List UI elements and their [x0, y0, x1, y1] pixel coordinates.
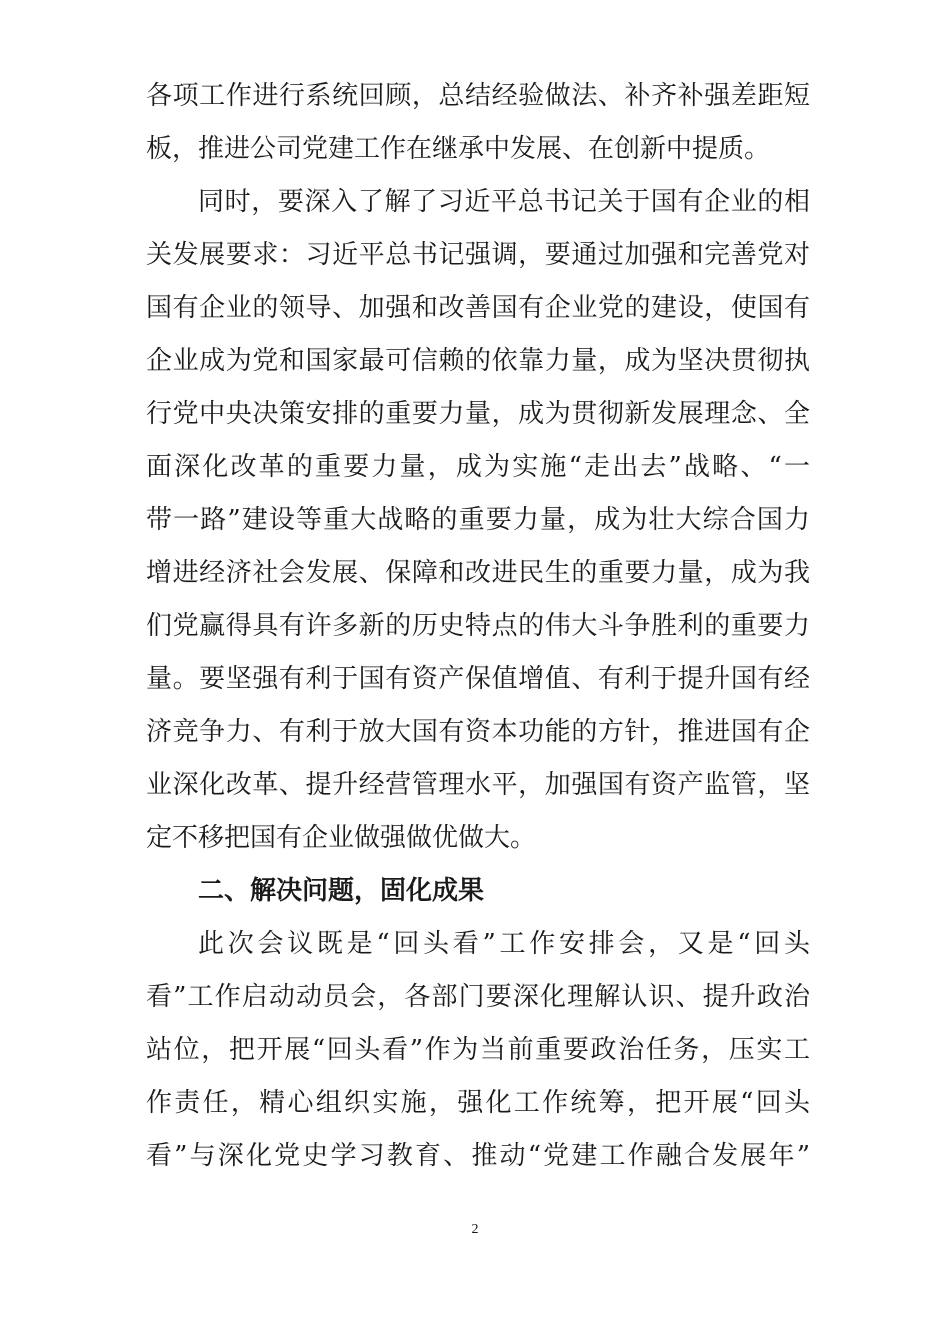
text-line: 增进经济社会发展、保障和改进民生的重要力量，成为我 [146, 558, 810, 588]
paragraph-first-line: 此次会议既是“回头看”工作安排会，又是“回头 [198, 929, 810, 959]
text-line: 作责任，精心组织实施，强化工作统筹，把开展“回头 [146, 1088, 810, 1118]
text-line: 量。要坚强有利于国有资产保值增值、有利于提升国有经 [146, 664, 810, 694]
text-line: 行党中央决策安排的重要力量，成为贯彻新发展理念、全 [146, 399, 810, 429]
text-line: 板，推进公司党建工作在继承中发展、在创新中提质。 [146, 134, 771, 164]
text-line: 国有企业的领导、加强和改善国有企业党的建设，使国有 [146, 293, 810, 323]
text-line: 面深化改革的重要力量，成为实施“走出去”战略、“一 [146, 452, 810, 482]
text-line: 们党赢得具有许多新的历史特点的伟大斗争胜利的重要力 [146, 611, 810, 641]
paragraph-first-line: 同时，要深入了解了习近平总书记关于国有企业的相 [198, 187, 810, 217]
text-line: 带一路”建设等重大战略的重要力量，成为壮大综合国力 [146, 505, 810, 535]
text-line: 济竞争力、有利于放大国有资本功能的方针，推进国有企 [146, 717, 810, 747]
text-line: 站位，把开展“回头看”作为当前重要政治任务，压实工 [146, 1035, 810, 1065]
text-line: 看”与深化党史学习教育、推动“党建工作融合发展年” [146, 1141, 810, 1171]
text-line: 业深化改革、提升经营管理水平，加强国有资产监管，坚 [146, 770, 810, 800]
section-heading: 二、解决问题，固化成果 [198, 876, 485, 906]
document-body [146, 70, 810, 1183]
text-line: 看”工作启动动员会，各部门要深化理解认识、提升政治 [146, 982, 810, 1012]
text-line: 关发展要求：习近平总书记强调，要通过加强和完善党对 [146, 240, 810, 270]
text-line: 定不移把国有企业做强做优做大。 [146, 823, 537, 853]
text-line: 各项工作进行系统回顾，总结经验做法、补齐补强差距短 [146, 81, 810, 111]
page-number: 2 [471, 1222, 479, 1237]
text-line: 企业成为党和国家最可信赖的依靠力量，成为坚决贯彻执 [146, 346, 810, 376]
